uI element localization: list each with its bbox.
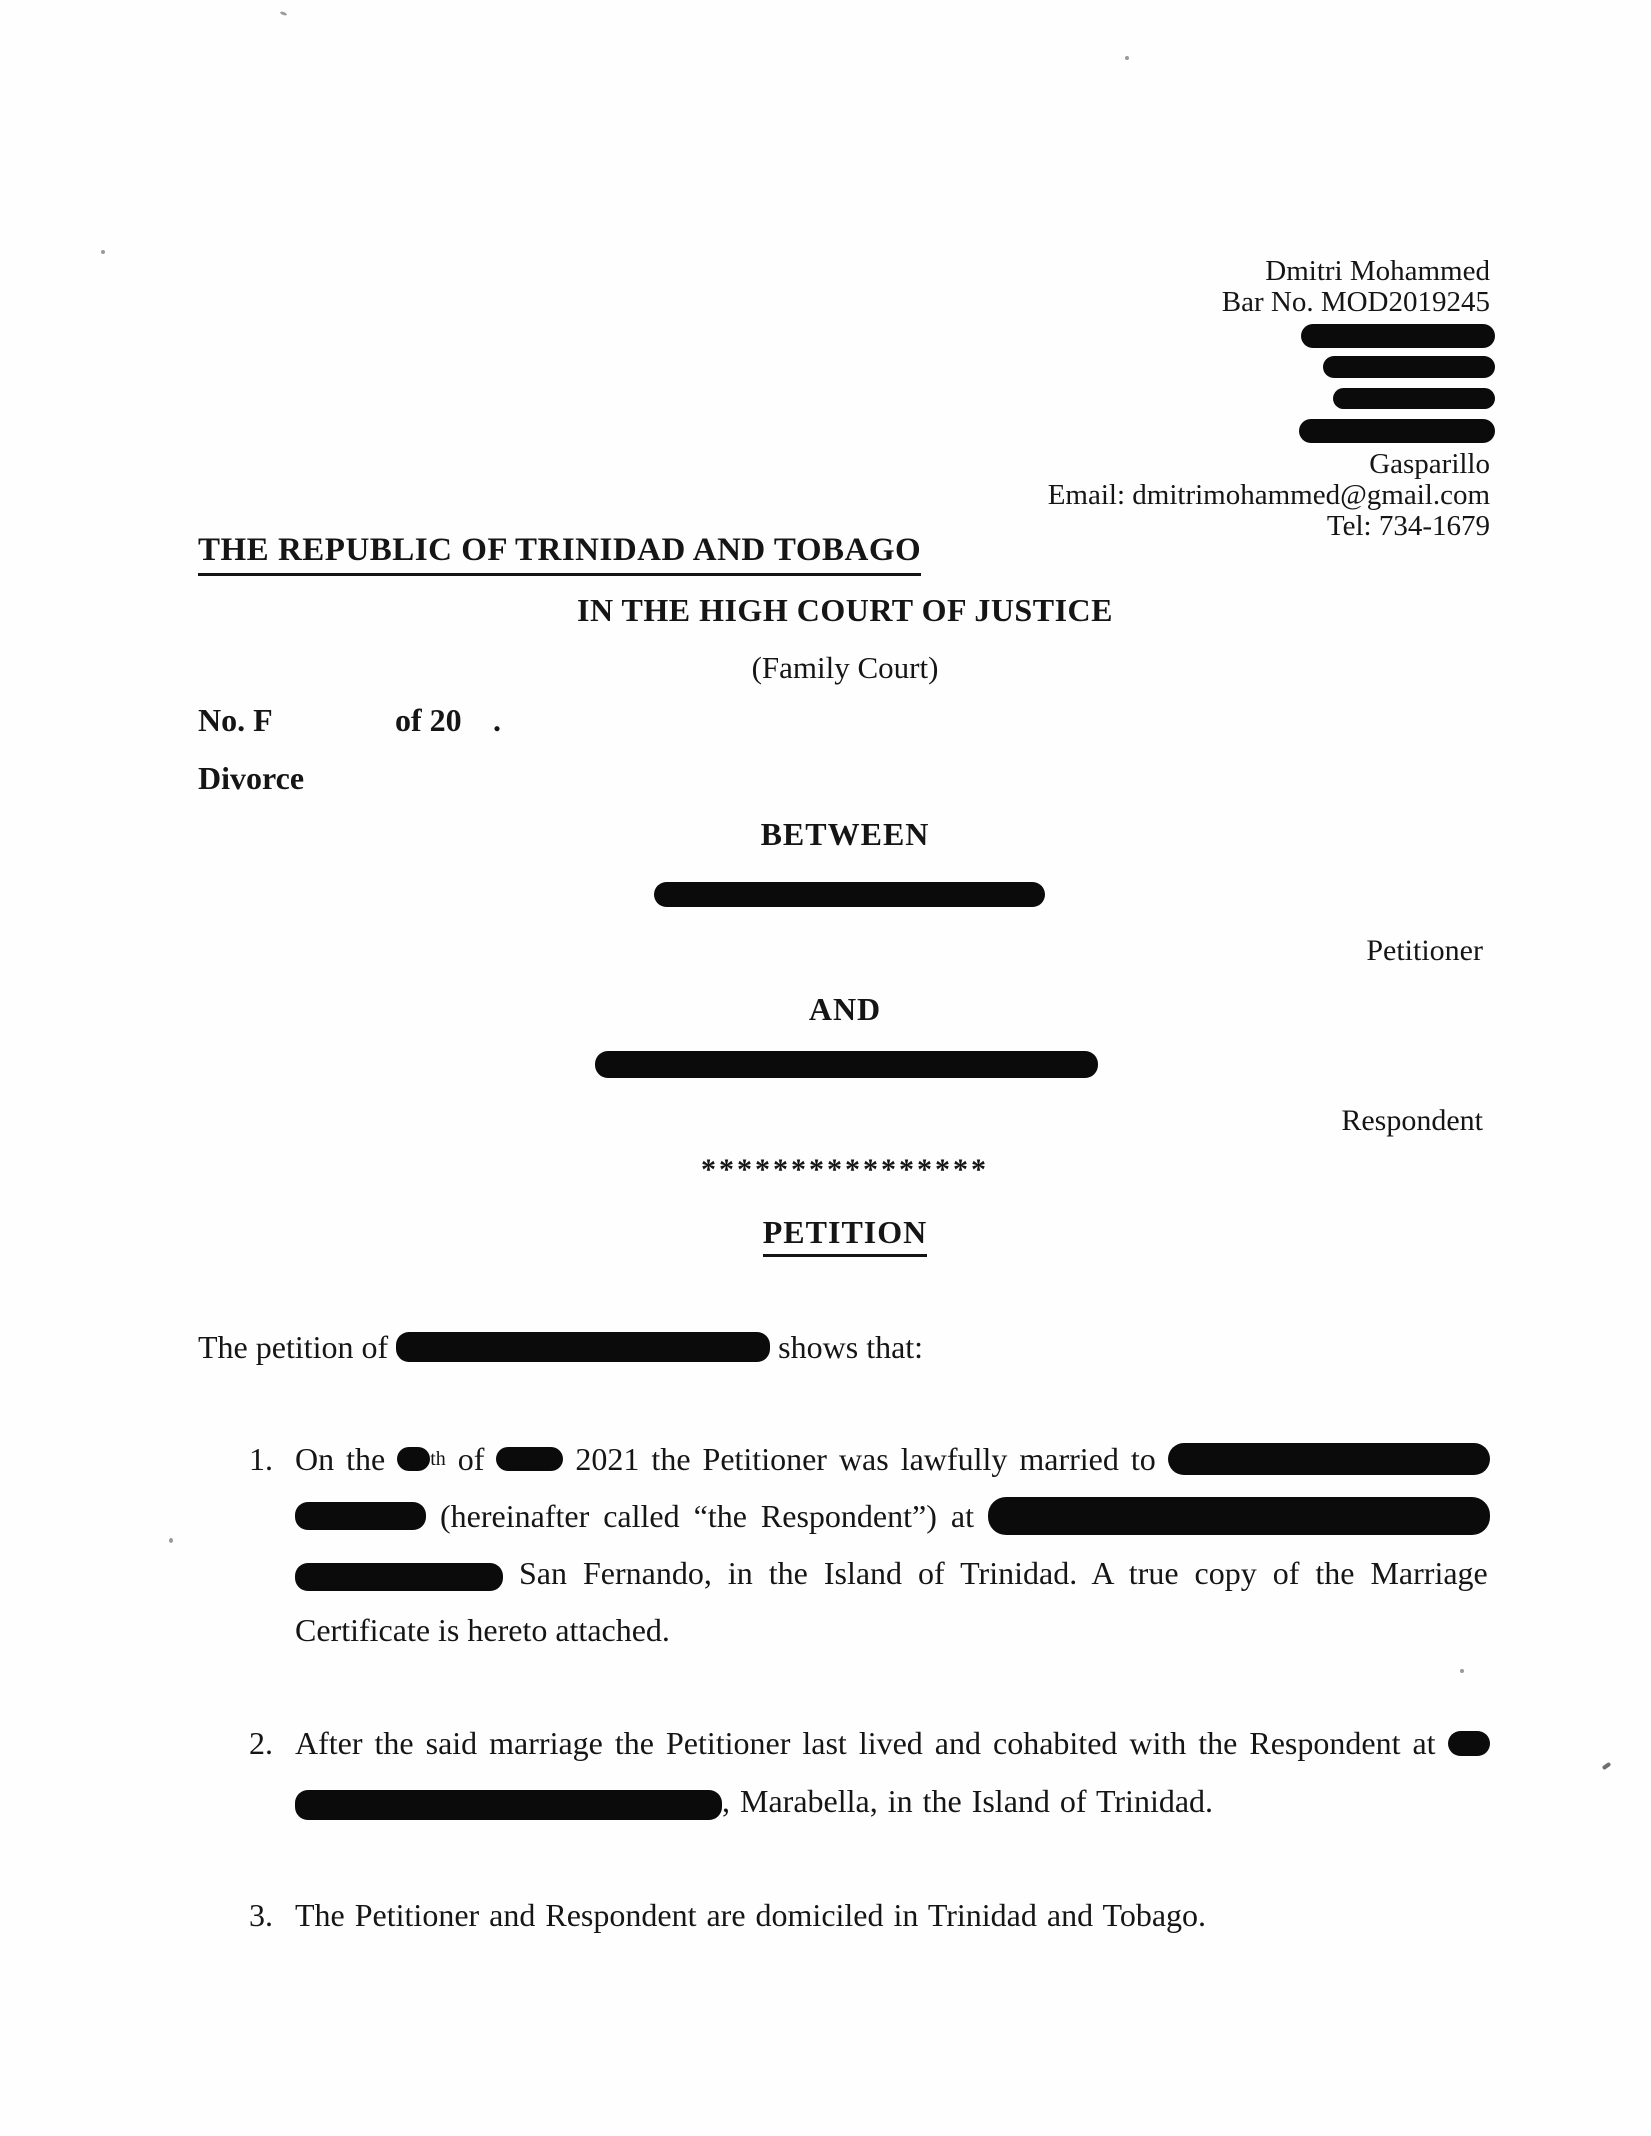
paragraph-2-line-1 [249, 1723, 1490, 1763]
redaction-bar [1333, 388, 1495, 409]
petitioner-label: Petitioner [1366, 934, 1483, 967]
redaction-bar [1299, 419, 1495, 443]
paragraph-1-line-1: 1. On the th of 2021 the Petitioner was lawfully married to [249, 1439, 1490, 1479]
redaction-bar-spouse-name [1168, 1443, 1490, 1475]
matter-type: Divorce [198, 760, 305, 796]
paragraph-1-line-4 [295, 1610, 670, 1650]
redaction-bar-respondent-name [595, 1051, 1098, 1078]
p2-l2-post: , Marabella, in the Island of Trinidad. [722, 1783, 1214, 1819]
case-number-line [198, 702, 798, 742]
list-number-3: 3. [249, 1897, 273, 1933]
attorney-email: Email: dmitrimohammed@gmail.com [1047, 479, 1490, 511]
respondent-label: Respondent [1341, 1104, 1483, 1137]
p1-l1-pre: On the [295, 1441, 398, 1477]
petition-intro-line [198, 1327, 1490, 1367]
heading-republic: THE REPUBLIC OF TRINIDAD AND TOBAGO [198, 532, 921, 576]
scan-speck [101, 250, 105, 254]
scan-speck [1602, 1762, 1612, 1770]
p1-l1-of: of [445, 1441, 497, 1477]
asterisk-separator: **************** [701, 1153, 989, 1186]
heading-court: IN THE HIGH COURT OF JUSTICE [577, 592, 1113, 628]
p1-l3-post: San Fernando, in the Island of Trinidad. A true copy of the Marriage [503, 1555, 1488, 1591]
p3-l1: The Petitioner and Respondent are domiciled in Trinidad and Tobago. [295, 1897, 1207, 1933]
paragraph-1-line-2 [295, 1496, 1490, 1536]
p1-l1-post: 2021 the Petitioner was lawfully married to [563, 1441, 1168, 1477]
p1-l2-mid: (hereinafter called “the Respondent”) at [426, 1498, 988, 1534]
intro-text-pre: The petition of [198, 1329, 397, 1365]
paragraph-1-line-3 [295, 1553, 1495, 1593]
scan-speck [169, 1538, 173, 1543]
redaction-bar-address-cont [295, 1790, 722, 1820]
redaction-bar-name-cont [295, 1502, 426, 1530]
list-number-2: 2. [249, 1725, 273, 1761]
between-label: BETWEEN [760, 816, 930, 852]
case-no-prefix: No. F [198, 702, 273, 738]
p2-l1: After the said marriage the Petitioner last lived and cohabited with the Respondent at [295, 1725, 1448, 1761]
p1-l4: Certificate is hereto attached. [295, 1612, 670, 1648]
attorney-telephone: Tel: 734-1679 [1326, 510, 1490, 542]
redaction-bar-month [496, 1447, 563, 1471]
redaction-bar [1323, 356, 1495, 378]
petition-title: PETITION [763, 1214, 927, 1257]
paragraph-2-line-2 [295, 1781, 1213, 1821]
redaction-bar-address-start [1448, 1731, 1490, 1756]
heading-family-court: (Family Court) [751, 650, 939, 685]
case-no-of: of 20 [395, 702, 462, 738]
scan-speck [1460, 1669, 1464, 1673]
redaction-bar-petitioner-inline [396, 1332, 770, 1362]
list-number-1: 1. [249, 1441, 273, 1477]
redaction-bar-day [397, 1447, 430, 1471]
and-label: AND [808, 991, 882, 1027]
redaction-bar-marriage-place [988, 1497, 1490, 1535]
redaction-bar [1301, 324, 1495, 348]
attorney-bar-number: Bar No. MOD2019245 [1221, 286, 1490, 318]
scan-speck [280, 11, 288, 16]
attorney-name: Dmitri Mohammed [1265, 255, 1490, 287]
redaction-bar-petitioner-name [654, 882, 1045, 907]
intro-text-post: shows that: [770, 1329, 924, 1365]
petition-title-wrap [198, 1214, 1492, 1257]
case-no-period: . [493, 702, 501, 738]
scan-speck [1125, 56, 1129, 60]
attorney-block [1048, 256, 1490, 542]
attorney-city: Gasparillo [1369, 448, 1490, 480]
paragraph-3-line-1 [249, 1895, 1490, 1935]
redaction-bar-place-cont [295, 1563, 503, 1591]
